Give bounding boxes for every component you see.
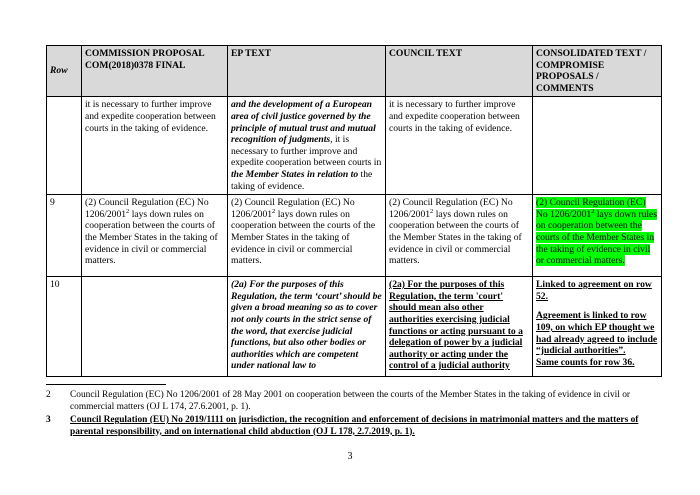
ep-cell — [228, 97, 386, 195]
table-row — [47, 277, 662, 377]
row-number: 9 — [47, 195, 82, 277]
consolidated-cell — [533, 97, 662, 195]
commission-cell: it is necessary to further improve and expedite cooperation between courts in the taking of evidence. — [82, 97, 228, 195]
ep-cell: (2) Council Regulation (EC) No 1206/2001$^2$ lays down rules on cooperation between the courts of the Member States in the taking of evidence in civil or commercial matters. — [228, 195, 386, 277]
consolidated-cell — [533, 195, 662, 277]
comparison-table — [46, 45, 662, 377]
header-commission: COMMISSION PROPOSAL COM(2018)0378 FINAL — [82, 46, 228, 97]
footnote-text: Council Regulation (EU) No 2019/1111 on jurisdiction, the recognition and enforcement of decisions in matrimonial matters and the matters of parental responsibility, and on international child abduction (OJ L 178, 2.7.2019, p. 1). — [70, 415, 639, 437]
comment-link-row52: Linked to agreement on row 52. — [536, 279, 652, 302]
header-row: Row — [47, 46, 82, 97]
highlighted-agreed-text: (2) Council Regulation (EC) No 1206/2001$^2$ lays down rules on cooperation between the courts of the Member States in the taking of evidence in civil or commercial matters. — [536, 197, 658, 267]
footnote-separator — [46, 384, 166, 385]
header-ep-text: EP TEXT — [228, 46, 386, 97]
ep-cell: (2a) For the purposes of this Regulation, the term ‘court’ should be given a broad meaning so as to cover not only courts in the strict sense of the word, that exercise judicial functions, but also other bodies or authorities which are competent under national law to — [228, 277, 386, 377]
consolidated-cell — [533, 277, 662, 377]
footnote-number: 2 — [46, 390, 51, 400]
header-consolidated: CONSOLIDATED TEXT / COMPROMISE PROPOSALS / COMMENTS — [533, 46, 662, 97]
council-cell: it is necessary to further improve and expedite cooperation between courts in the taking of evidence. — [386, 97, 533, 195]
page-number: 3 — [347, 451, 353, 462]
comment-link-row109: Agreement is linked to row 109, on which EP thought we had already agreed to include “judicial authorities”. — [536, 310, 658, 357]
commission-cell: (2) Council Regulation (EC) No 1206/2001$^2$ lays down rules on cooperation between the courts of the Member States in the taking of evidence in civil or commercial matters. — [82, 195, 228, 277]
council-cell: (2) Council Regulation (EC) No 1206/2001$^2$ lays down rules on cooperation between the courts of the Member States in the taking of evidence in civil or commercial matters. — [386, 195, 533, 277]
footnote-3 — [46, 415, 666, 438]
row-number-cell — [47, 97, 82, 195]
ep-text: the taking of evidence. — [231, 168, 373, 192]
table-row — [47, 97, 662, 195]
ep-text: , it is necessary to further improve and expedite cooperation between courts in — [231, 134, 382, 169]
ep-text-added: and the development of a European area of civil justice governed by the principle of mutual trust and mutual recognition of judgments — [231, 99, 376, 146]
row-number: 10 — [47, 277, 82, 377]
footnote-2 — [46, 390, 666, 413]
footnote-text: Council Regulation (EC) No 1206/2001 of 28 May 2001 on cooperation between the courts of the Member States in the taking of evidence in civil or commercial matters (OJ L 174, 27.6.2001, p. 1). — [70, 390, 631, 412]
ep-text-added: the Member States in relation to — [231, 168, 359, 180]
comment-row36: Same counts for row 36. — [536, 356, 635, 368]
header-council-text: COUNCIL TEXT — [386, 46, 533, 97]
footnote-number: 3 — [46, 415, 51, 425]
table-row — [47, 195, 662, 277]
council-cell: (2a) For the purposes of this Regulation, the term 'court' should mean also other authorities exercising judicial functions or acting pursuant to a delegation of power by a judicial authority or acting under the control of a judicial authority — [386, 277, 533, 377]
commission-cell — [82, 277, 228, 377]
table-header-row — [47, 46, 662, 97]
